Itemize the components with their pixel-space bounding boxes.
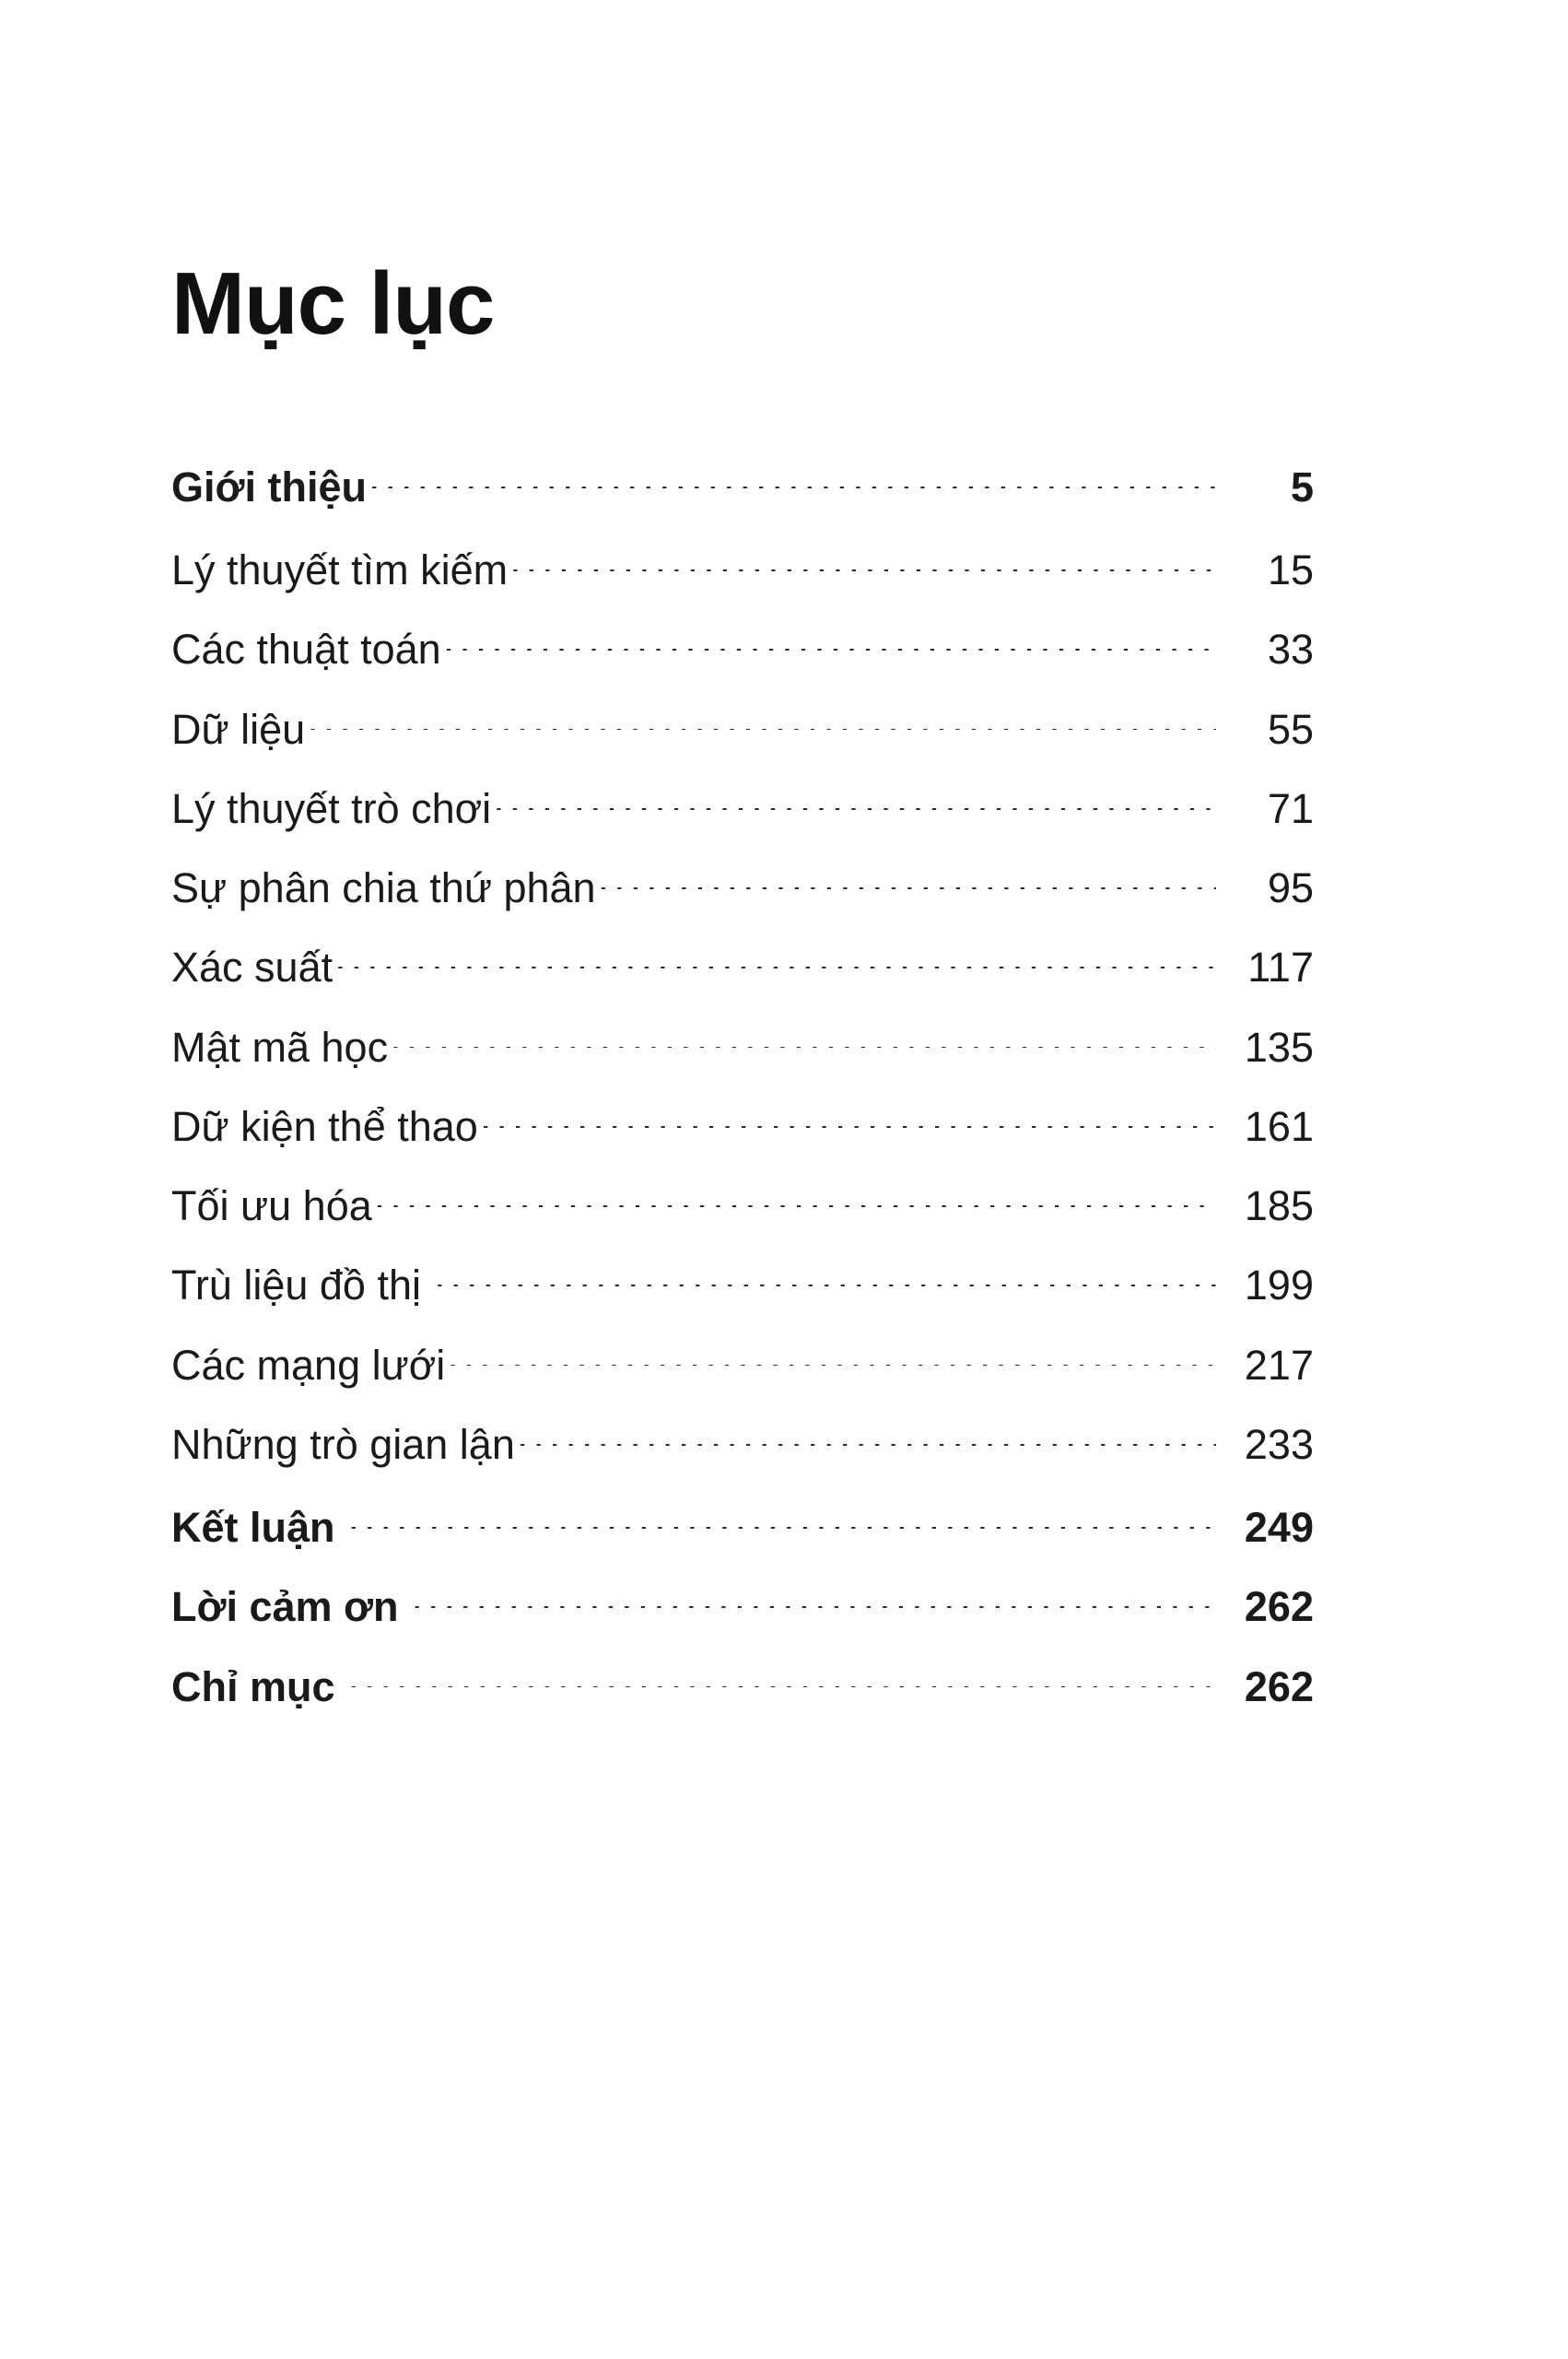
toc-entry-page-number: 262 [1244, 1662, 1314, 1710]
toc-entry-page-number: 217 [1244, 1341, 1314, 1389]
toc-entry-page-number: 135 [1244, 1023, 1314, 1071]
toc-entry[interactable] [171, 1581, 1314, 1633]
toc-entry-label: Lý thuyết tìm kiếm [171, 546, 509, 594]
toc-entry-page-number: 71 [1267, 784, 1314, 832]
toc-leader-dots [443, 649, 1216, 663]
toc-entry-label: Các thuật toán [171, 626, 441, 674]
toc-entry-page-number: 185 [1244, 1182, 1314, 1230]
toc-entry-label: Lý thuyết trò chơi [171, 784, 492, 832]
toc-entry-page-number: 33 [1267, 626, 1314, 674]
toc-entry-label: Tối ưu hóa [171, 1182, 372, 1230]
table-of-contents [171, 462, 1314, 1713]
toc-leader-dots [517, 1444, 1216, 1459]
toc-entry-label: Mật mã học [171, 1023, 389, 1071]
toc-entry[interactable] [171, 783, 1314, 835]
toc-entry-page-number: 5 [1290, 463, 1314, 511]
toc-entry[interactable] [171, 1502, 1314, 1554]
toc-entry-label: Xác suất [171, 944, 333, 992]
page-content [171, 254, 1387, 1741]
toc-entry-page-number: 95 [1267, 864, 1314, 912]
toc-entry-page-number: 15 [1267, 546, 1314, 594]
toc-entry-page-number: 233 [1244, 1420, 1314, 1468]
toc-entry-page-number: 249 [1244, 1504, 1314, 1552]
toc-leader-dots [334, 967, 1216, 981]
toc-leader-dots [307, 729, 1216, 744]
toc-entry-label: Lời cảm ơn [171, 1583, 399, 1631]
toc-entry-label: Những trò gian lận [171, 1420, 515, 1468]
toc-leader-dots [480, 1126, 1216, 1141]
toc-entry[interactable] [171, 863, 1314, 914]
toc-leader-dots [447, 1365, 1216, 1379]
toc-entry[interactable] [171, 1101, 1314, 1153]
toc-leader-dots [598, 887, 1216, 902]
toc-entry-page-number: 262 [1244, 1583, 1314, 1631]
toc-entry-page-number: 199 [1244, 1262, 1314, 1309]
toc-leader-dots [509, 569, 1216, 584]
toc-entry[interactable] [171, 1661, 1314, 1713]
toc-entry[interactable] [171, 1260, 1314, 1311]
toc-entry[interactable] [171, 624, 1314, 675]
toc-entry-page-number: 161 [1244, 1102, 1314, 1150]
toc-entry[interactable] [171, 1340, 1314, 1391]
toc-leader-dots [390, 1047, 1216, 1062]
toc-entry[interactable] [171, 462, 1314, 513]
toc-entry-label: Chỉ mục [171, 1662, 335, 1710]
toc-entry[interactable] [171, 1419, 1314, 1471]
toc-entry-label: Các mạng lưới [171, 1341, 446, 1389]
toc-entry-page-number: 55 [1267, 705, 1314, 753]
toc-entry-label: Dữ liệu [171, 705, 306, 753]
toc-leader-dots [493, 808, 1216, 823]
toc-entry-label: Sự phân chia thứ phân [171, 864, 596, 912]
toc-leader-dots [374, 1205, 1216, 1220]
toc-entry-page-number: 117 [1247, 944, 1314, 992]
toc-entry[interactable] [171, 1022, 1314, 1074]
toc-leader-dots [423, 1285, 1216, 1299]
page-title: Mục lục [171, 254, 495, 353]
toc-leader-dots [337, 1686, 1216, 1701]
toc-entry[interactable] [171, 1180, 1314, 1232]
toc-entry[interactable] [171, 545, 1314, 596]
toc-leader-dots [337, 1527, 1216, 1542]
toc-entry[interactable] [171, 942, 1314, 993]
toc-leader-dots [401, 1606, 1216, 1621]
toc-entry-label: Dữ kiện thể thao [171, 1102, 478, 1150]
toc-entry[interactable] [171, 704, 1314, 756]
toc-entry-label: Trù liệu đồ thị [171, 1262, 421, 1309]
toc-entry-label: Giới thiệu [171, 463, 367, 511]
toc-leader-dots [369, 487, 1216, 501]
toc-entry-label: Kết luận [171, 1504, 335, 1552]
